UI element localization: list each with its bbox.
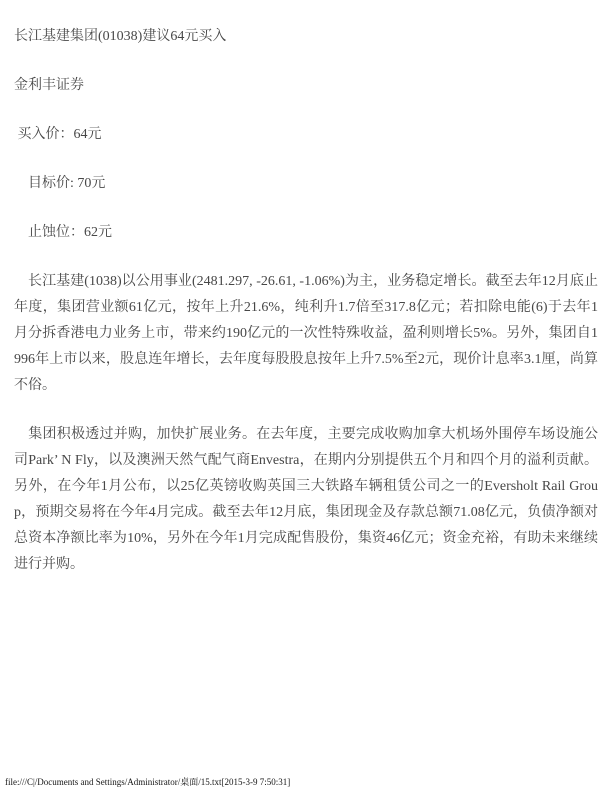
document-title: 长江基建集团(01038)建议64元买入 bbox=[14, 29, 227, 44]
analysis-paragraph-2: 集团积极透过并购，加快扩展业务。在去年度，主要完成收购加拿大机场外围停车场设施公司Park’ N Fly，以及澳洲天然气配气商Envestra，在期内分别提供五个月和四个月的溢利贡献。另外，在今年1月公布，以25亿英镑收购英国三大铁路车辆租赁公司之一的Eversholt Rail Group，预期交易将在今年4月完成。截至去年12月底，集团现金及存款总额71.08亿元，负债净额对总资本净额比率为10%，另外在今年1月完成配售股份，集资46亿元；资金充裕，有助未来继续进行并购。 bbox=[14, 427, 598, 572]
target-price-line: 目标价: 70元 bbox=[14, 176, 106, 191]
analysis-paragraph-1: 长江基建(1038)以公用事业(2481.297, -26.61, -1.06%)为主，业务稳定增长。截至去年12月底止年度，集团营业额61亿元，按年上升21.6%，纯利升1.7倍至317.8亿元；若扣除电能(6)于去年1月分拆香港电力业务上市，带来约190亿元的一次性特殊收益，盈利则增长5%。另外，集团自1996年上市以来，股息连年增长，去年度每股股息按年上升7.5%至2元，现价计息率3.1厘，尚算不俗。 bbox=[14, 274, 598, 393]
broker-name: 金利丰证券 bbox=[14, 78, 84, 93]
buy-price-line: 买入价：64元 bbox=[14, 127, 102, 142]
file-path-footer: file:///C|/Documents and Settings/Administrator/桌面/15.txt[2015-3-9 7:50:31] bbox=[5, 777, 291, 787]
stop-loss-line: 止蚀位：62元 bbox=[14, 225, 112, 240]
